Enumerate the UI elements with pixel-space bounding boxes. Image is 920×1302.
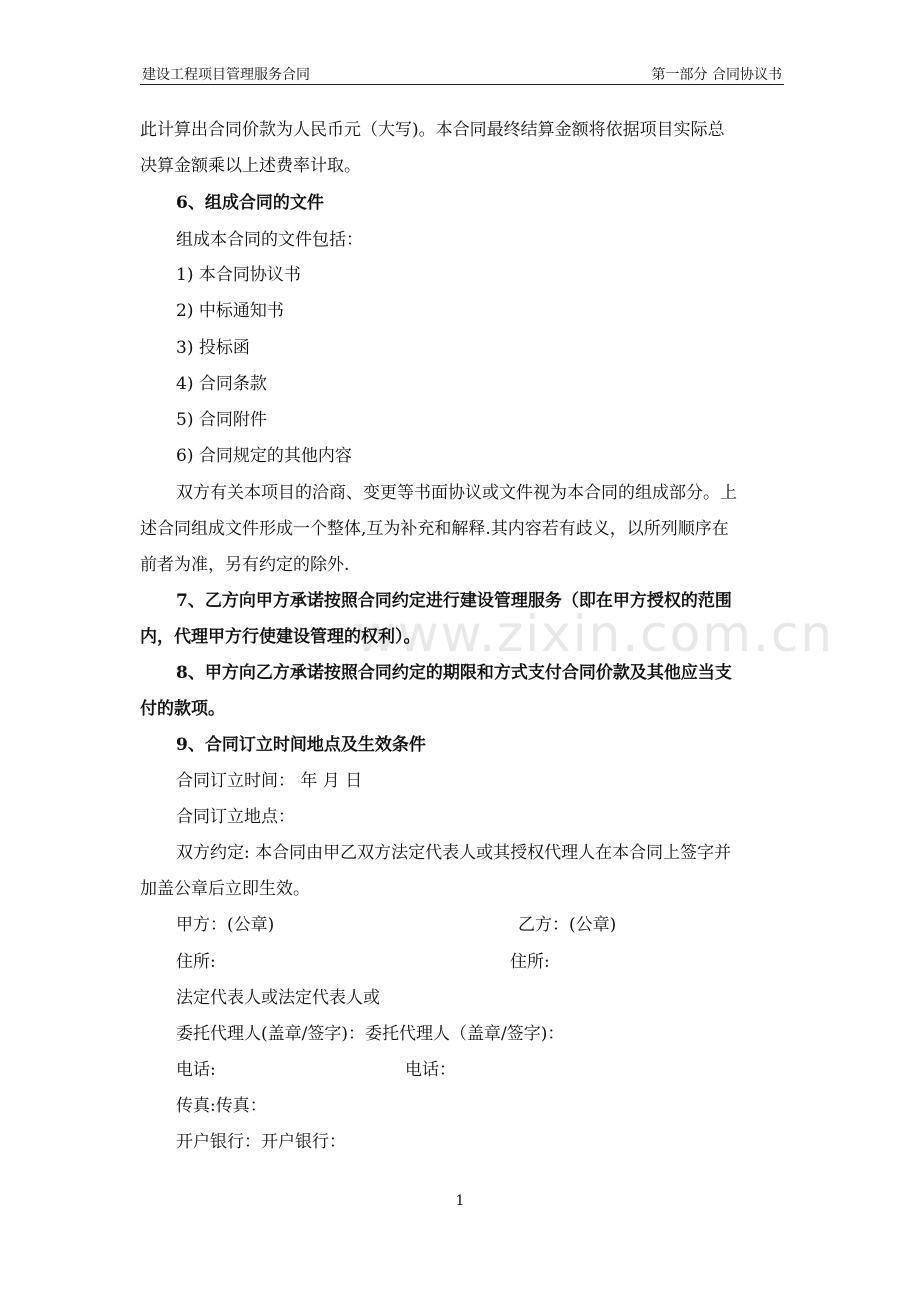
body-line: 述合同组成文件形成一个整体,互为补充和解释.其内容若有歧义，以所列顺序在: [140, 519, 729, 539]
section-heading: 8、甲方向乙方承诺按照合同约定的期限和方式支付合同价款及其他应当支: [176, 663, 732, 683]
section-heading: 9、合同订立时间地点及生效条件: [176, 735, 426, 755]
page-number: 1: [455, 1193, 465, 1209]
body-line: 前者为准，另有约定的除外.: [140, 555, 350, 575]
party-b-phone: 电话：: [405, 1060, 456, 1080]
section-heading: 6、组成合同的文件: [176, 193, 324, 213]
body-line: 此计算出合同价款为人民币元（大写)。本合同最终结算金额将依据项目实际总: [140, 120, 725, 140]
party-a-seal: 甲方：(公章): [176, 915, 275, 935]
page-header: [140, 62, 784, 85]
section-heading: 付的款项。: [140, 699, 225, 719]
section-heading: 7、乙方向甲方承诺按照合同约定进行建设管理服务（即在甲方授权的范围: [176, 591, 732, 611]
body-line: 双方有关本项目的洽商、变更等书面协议或文件视为本合同的组成部分。上: [176, 483, 737, 503]
party-a-address: 住所:: [176, 952, 216, 972]
body-line: 合同订立时间： 年 月 日: [176, 771, 363, 791]
body-line: 开户银行：开户银行：: [176, 1132, 346, 1152]
body-line: 决算金额乘以上述费率计取。: [140, 156, 361, 176]
list-item: 4) 合同条款: [176, 374, 267, 394]
body-line: 双方约定: 本合同由甲乙双方法定代表人或其授权代理人在本合同上签字并: [176, 843, 732, 863]
body-line: 合同订立地点：: [176, 807, 295, 827]
list-item: 2) 中标通知书: [176, 301, 284, 321]
body-line: 委托代理人(盖章/签字)：委托代理人（盖章/签字)：: [176, 1024, 565, 1044]
party-a-phone: 电话:: [176, 1060, 216, 1080]
party-b-address: 住所:: [510, 952, 550, 972]
section-heading: 内，代理甲方行使建设管理的权利）。: [140, 627, 421, 647]
party-b-seal: 乙方：(公章): [518, 915, 617, 935]
body-line: 加盖公章后立即生效。: [140, 879, 310, 899]
list-item: 5) 合同附件: [176, 410, 267, 430]
header-title: 建设工程项目管理服务合同: [142, 67, 310, 83]
list-item: 3) 投标函: [176, 338, 250, 358]
header-section: 第一部分 合同协议书: [651, 67, 782, 83]
body-line: 法定代表人或法定代表人或: [176, 988, 380, 1008]
list-item: 1) 本合同协议书: [176, 265, 301, 285]
watermark: www.zixin.com.cn: [355, 605, 835, 663]
body-line: 组成本合同的文件包括：: [176, 230, 363, 250]
body-line: 传真:传真：: [176, 1096, 267, 1116]
list-item: 6) 合同规定的其他内容: [176, 446, 352, 466]
